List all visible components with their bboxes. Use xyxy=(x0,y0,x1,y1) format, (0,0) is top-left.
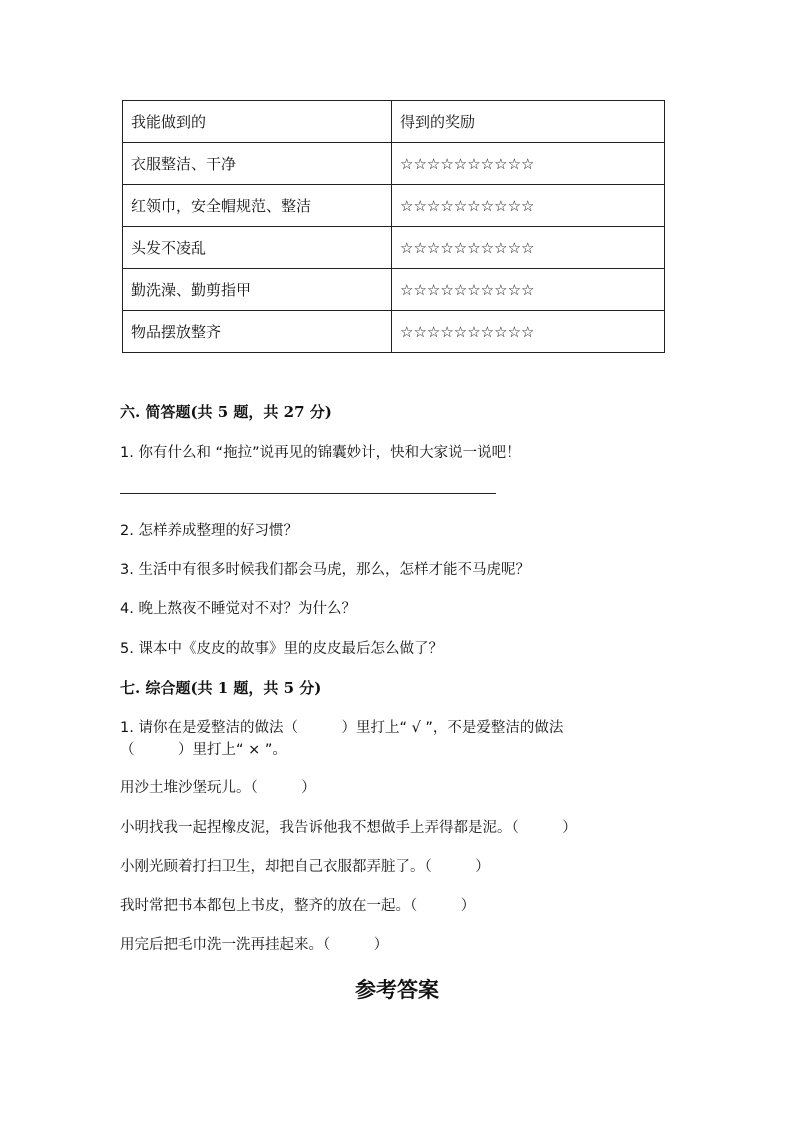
table-cell-item: 头发不凌乱 xyxy=(123,227,392,269)
section6-heading: 六. 简答题(共 5 题，共 27 分) xyxy=(120,403,332,421)
question-5: 5. 课本中《皮皮的故事》里的皮皮最后怎么做了？ xyxy=(120,641,443,657)
table-cell-item: 勤洗澡、勤剪指甲 xyxy=(123,269,392,311)
question-4: 4. 晚上熬夜不睡觉对不对？为什么？ xyxy=(120,601,356,617)
section7-heading: 七. 综合题(共 1 题，共 5 分) xyxy=(120,679,322,697)
judgement-item: 小明找我一起捏橡皮泥，我告诉他我不想做手上弄得都是泥。（ ） xyxy=(120,820,577,836)
table-row xyxy=(123,185,665,227)
question-3: 3. 生活中有很多时候我们都会马虎，那么，怎样才能不马虎呢？ xyxy=(120,562,530,578)
judgement-item: 小刚光顾着打扫卫生，却把自己衣服都弄脏了。（ ） xyxy=(120,859,490,875)
table-header-row xyxy=(123,101,665,143)
judgement-item: 用完后把毛巾洗一洗再挂起来。（ ） xyxy=(120,937,389,953)
table-cell-item: 衣服整洁、干净 xyxy=(123,143,392,185)
judgement-item: 用沙土堆沙堡玩儿。（ ） xyxy=(120,780,316,796)
composite-question-line-2: （ ）里打上“ × ”。 xyxy=(120,742,287,758)
table-cell-reward: ☆☆☆☆☆☆☆☆☆☆ xyxy=(392,311,665,353)
table-row xyxy=(123,269,665,311)
question-1: 1. 你有什么和 “拖拉”说再见的锦囊妙计，快和大家说一说吧！ xyxy=(120,445,521,461)
table-row xyxy=(123,143,665,185)
table-cell-reward: ☆☆☆☆☆☆☆☆☆☆ xyxy=(392,269,665,311)
table-row xyxy=(123,311,665,353)
table-header-cell: 得到的奖励 xyxy=(392,101,665,143)
table-cell-item: 物品摆放整齐 xyxy=(123,311,392,353)
question-2: 2. 怎样养成整理的好习惯？ xyxy=(120,523,298,539)
answer-line xyxy=(120,493,496,494)
table-cell-reward: ☆☆☆☆☆☆☆☆☆☆ xyxy=(392,185,665,227)
composite-question-line-1: 1. 请你在是爱整洁的做法（ ）里打上“ √ ”，不是爱整洁的做法 xyxy=(120,720,564,736)
answer-key-title: 参考答案 xyxy=(355,977,439,1002)
table-header-cell: 我能做到的 xyxy=(123,101,392,143)
table-cell-reward: ☆☆☆☆☆☆☆☆☆☆ xyxy=(392,227,665,269)
judgement-item: 我时常把书本都包上书皮，整齐的放在一起。（ ） xyxy=(120,898,476,914)
table-cell-item: 红领巾，安全帽规范、整洁 xyxy=(123,185,392,227)
reward-table xyxy=(122,100,665,353)
table-cell-reward: ☆☆☆☆☆☆☆☆☆☆ xyxy=(392,143,665,185)
table-row xyxy=(123,227,665,269)
